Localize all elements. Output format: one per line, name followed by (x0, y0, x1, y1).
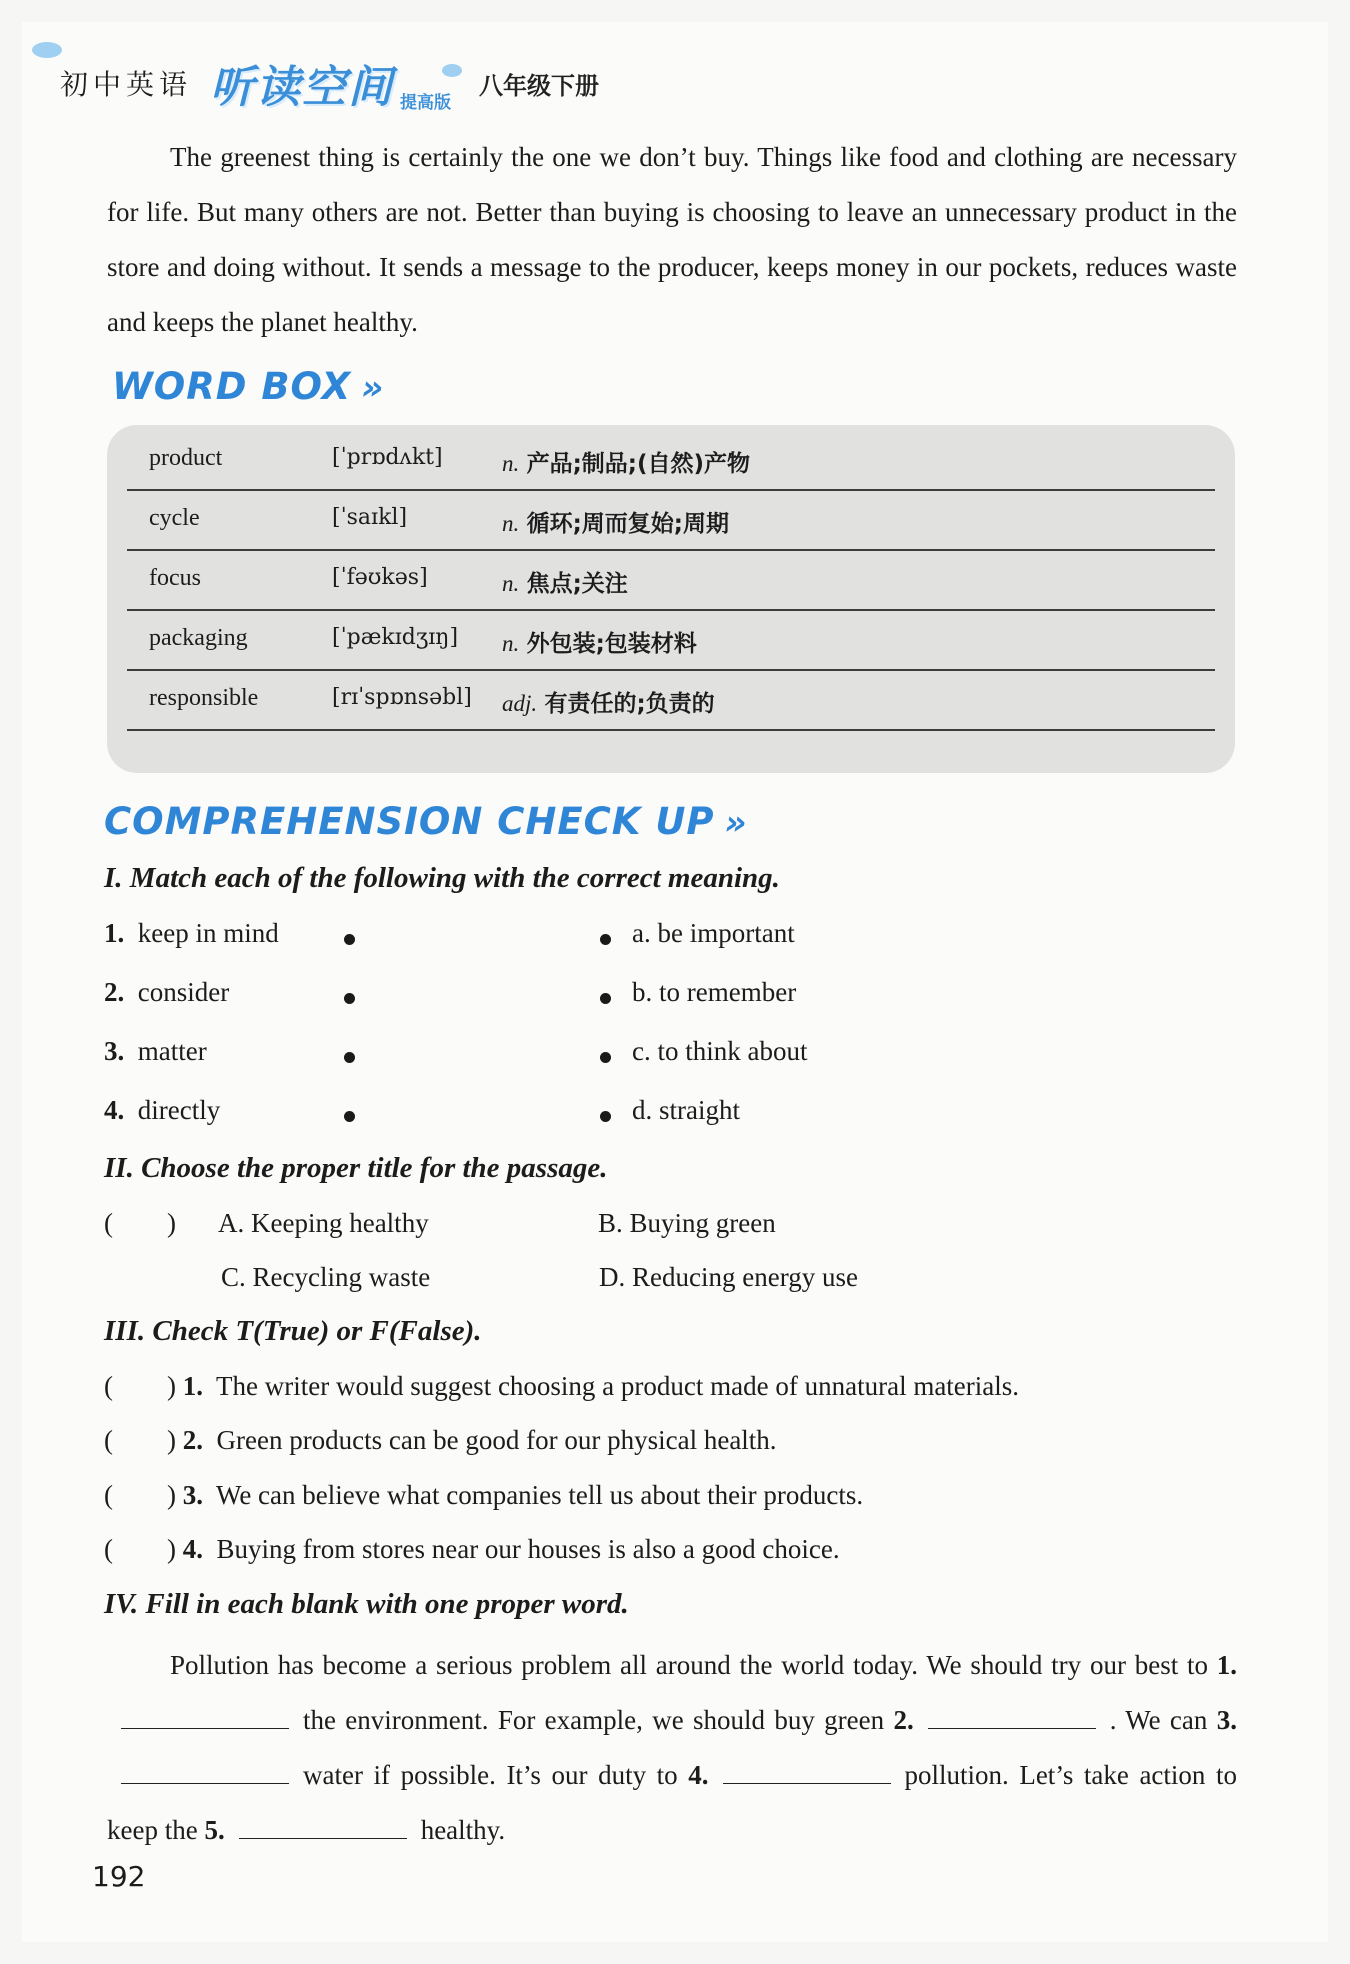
match-left-item: 4. directly (104, 1095, 221, 1125)
intro-paragraph: The greenest thing is certainly the one we don’t buy. Things like food and clothing are necessary for life. But many others are not. Better than buying is choosing to leave an unnecessary product in the store and doing without. It sends a message to the producer, keeps money in our pockets, reduces waste and keeps the planet healthy. (107, 142, 1237, 337)
word-entry (127, 549, 1215, 611)
comprehension-title: COMPREHENSION CHECK UP » (104, 800, 748, 843)
answer-bracket[interactable]: ( ) (104, 1480, 176, 1510)
phonetic: [ˈprɒdʌkt] (332, 445, 443, 470)
match-dot-left[interactable] (344, 993, 355, 1004)
option-c: C. Recycling waste (221, 1262, 431, 1292)
match-dot-left[interactable] (344, 1111, 355, 1122)
blank-5[interactable] (239, 1814, 407, 1839)
match-dot-left[interactable] (344, 934, 355, 945)
answer-bracket[interactable]: ( ) (104, 1534, 176, 1564)
book-series: 初中英语 (60, 68, 193, 101)
word-box-title: WORD BOX » (112, 365, 385, 408)
part4-heading: IV. Fill in each blank with one proper word. (104, 1588, 629, 1620)
match-dot-right[interactable] (600, 1111, 611, 1122)
option-a: A. Keeping healthy (218, 1208, 429, 1238)
word: focus (149, 565, 201, 591)
definition: n. 循环;周而复始;周期 (502, 511, 729, 537)
word: responsible (149, 685, 259, 711)
word-entry (127, 669, 1215, 731)
word-entry (127, 429, 1215, 491)
phonetic: [ˈsaɪkl] (332, 505, 408, 530)
match-right-item: a. be important (632, 918, 795, 948)
match-right-item: b. to remember (632, 977, 797, 1007)
word: product (149, 445, 223, 471)
word-entry (127, 609, 1215, 671)
edition-label: 提高版 (400, 92, 452, 113)
blank-3[interactable] (121, 1759, 289, 1784)
answer-bracket[interactable]: ( ) (104, 1425, 176, 1455)
definition: n. 产品;制品;(自然)产物 (502, 451, 750, 477)
match-left-item: 1. keep in mind (104, 918, 279, 948)
page-number: 192 (92, 1860, 146, 1893)
word: cycle (149, 505, 200, 531)
tf-item: ( ) 2. Green products can be good for our physical health. (104, 1425, 777, 1455)
match-left-item: 3. matter (104, 1036, 207, 1066)
part1-heading: I. Match each of the following with the correct meaning. (104, 862, 780, 894)
phonetic: [ˈfəʊkəs] (332, 565, 428, 590)
match-right-item: d. straight (632, 1095, 740, 1125)
answer-bracket[interactable]: ( ) (104, 1208, 176, 1238)
option-d: D. Reducing energy use (599, 1262, 858, 1292)
tf-item: ( ) 3. We can believe what companies tell us about their products. (104, 1480, 864, 1510)
definition: n. 外包装;包装材料 (502, 631, 697, 657)
match-right-item: c. to think about (632, 1036, 808, 1066)
match-dot-right[interactable] (600, 993, 611, 1004)
phonetic: [rɪˈspɒnsəbl] (332, 685, 472, 710)
grade-label: 八年级下册 (479, 71, 600, 100)
blank-2[interactable] (928, 1704, 1096, 1729)
answer-bracket[interactable]: ( ) (104, 1371, 176, 1401)
page-header (60, 48, 599, 118)
brand-logo: 听读空间 (210, 62, 395, 113)
word-box (107, 425, 1235, 773)
tf-item: ( ) 4. Buying from stores near our houses is also a good choice. (104, 1534, 840, 1564)
cloze-paragraph: Pollution has become a serious problem all around the world today. We should try our best to 1.the environment. For example, we should buy green 2. . We can 3.water if possible. It’s our duty to 4. pollution. Let’s take action to keep the 5. healthy. (107, 1650, 1237, 1845)
blank-4[interactable] (723, 1759, 891, 1784)
word: packaging (149, 625, 248, 651)
blank-1[interactable] (121, 1704, 289, 1729)
tf-item: ( ) 1. The writer would suggest choosing a product made of unnatural materials. (104, 1371, 1020, 1401)
part2-heading: II. Choose the proper title for the passage. (104, 1152, 608, 1184)
definition: n. 焦点;关注 (502, 571, 628, 597)
match-dot-left[interactable] (344, 1052, 355, 1063)
definition: adj. 有责任的;负责的 (502, 691, 715, 717)
match-dot-right[interactable] (600, 934, 611, 945)
header-bubble (32, 42, 62, 58)
phonetic: [ˈpækɪdʒɪŋ] (332, 625, 459, 650)
word-entry (127, 489, 1215, 551)
match-dot-right[interactable] (600, 1052, 611, 1063)
part3-heading: III. Check T(True) or F(False). (104, 1315, 482, 1347)
option-b: B. Buying green (598, 1208, 776, 1238)
match-left-item: 2. consider (104, 977, 230, 1007)
